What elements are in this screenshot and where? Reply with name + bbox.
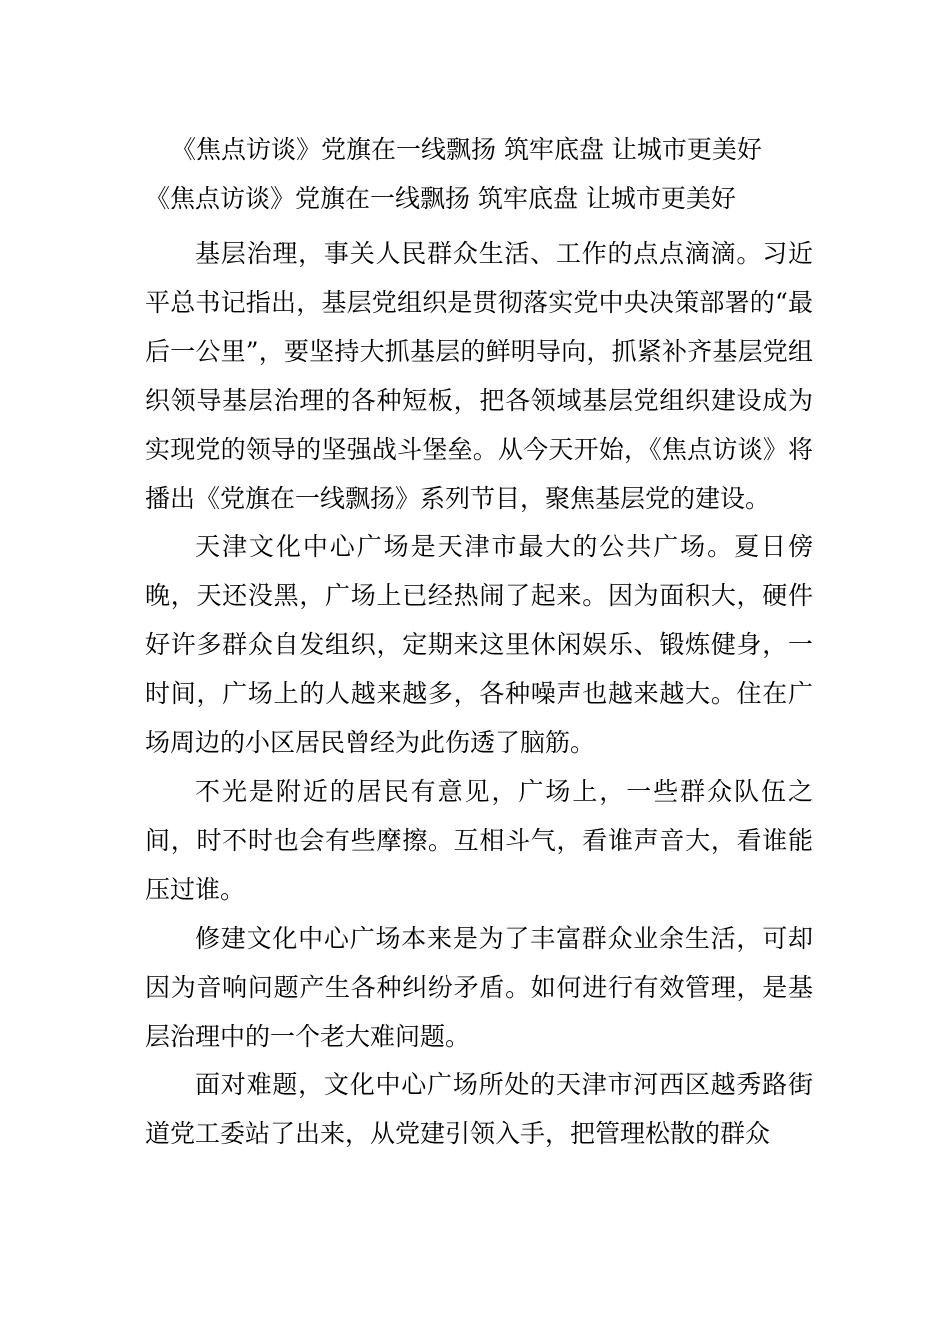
document-body [145, 230, 813, 1159]
paragraph: 修建文化中心广场本来是为了丰富群众业余生活，可却因为音响问题产生各种纠纷矛盾。如何进行有效管理，是基层治理中的一个老大难问题。 [145, 923, 813, 1051]
document-title-repeat: 《焦点访谈》党旗在一线飘扬 筑牢底盘 让城市更美好 [145, 184, 736, 213]
paragraph: 面对难题，文化中心广场所处的天津市河西区越秀路街道党工委站了出来，从党建引领入手，把管理松散的群众 [145, 1070, 813, 1149]
document-title: 《焦点访谈》党旗在一线飘扬 筑牢底盘 让城市更美好 [171, 135, 762, 164]
paragraph: 不光是附近的居民有意见，广场上，一些群众队伍之间，时不时也会有些摩擦。互相斗气，看谁声音大，看谁能压过谁。 [145, 776, 813, 904]
paragraph: 天津文化中心广场是天津市最大的公共广场。夏日傍晚，天还没黑，广场上已经热闹了起来。因为面积大，硬件好许多群众自发组织，定期来这里休闲娱乐、锻炼健身，一时间，广场上的人越来越多，各种噪声也越来越大。住在广场周边的小区居民曾经为此伤透了脑筋。 [145, 532, 813, 758]
paragraph: 基层治理，事关人民群众生活、工作的点点滴滴。习近平总书记指出，基层党组织是贯彻落实党中央决策部署的“最后一公里”，要坚持大抓基层的鲜明导向，抓紧补齐基层党组织领导基层治理的各种短板，把各领域基层党组织建设成为实现党的领导的坚强战斗堡垒。从今天开始，《焦点访谈》将播出《党旗在一线飘扬》系列节目，聚焦基层党的建设。 [145, 239, 813, 513]
